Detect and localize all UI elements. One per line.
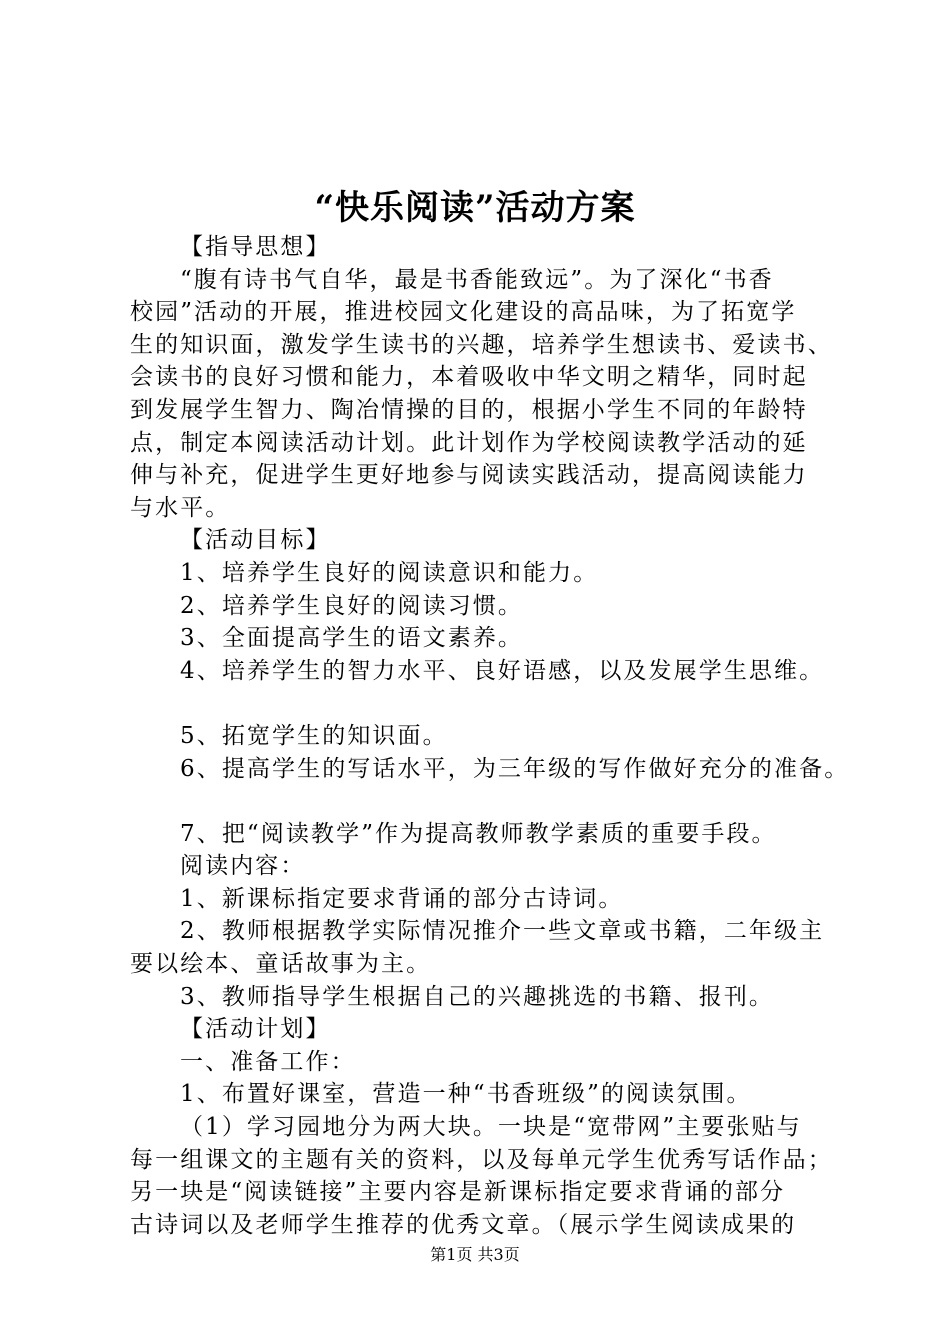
paragraph-line: 到发展学生智力、陶冶情操的目的，根据小学生不同的年龄特 bbox=[130, 396, 808, 423]
paragraph-line: 与水平。 bbox=[130, 494, 231, 521]
list-item: （1）学习园地分为两大块。一块是“宽带网”主要张贴与 bbox=[180, 1114, 802, 1141]
section-heading: 【活动目标】 bbox=[180, 527, 331, 554]
list-item: 5、拓宽学生的知识面。 bbox=[180, 722, 448, 749]
list-item: 4、培养学生的智力水平、良好语感，以及发展学生思维。 bbox=[180, 657, 825, 684]
list-item: 3、教师指导学生根据自己的兴趣挑选的书籍、报刊。 bbox=[180, 983, 775, 1010]
blank-line bbox=[130, 785, 840, 818]
list-item: 2、培养学生良好的阅读习惯。 bbox=[180, 592, 524, 619]
page-number-footer: 第1页 共3页 bbox=[430, 1245, 520, 1264]
section-heading: 【活动计划】 bbox=[180, 1016, 331, 1043]
paragraph-line: 要以绘本、童话故事为主。 bbox=[130, 951, 432, 978]
list-item: 6、提高学生的写话水平，为三年级的写作做好充分的准备。 bbox=[180, 755, 850, 782]
section-heading: 阅读内容： bbox=[180, 853, 306, 880]
list-item: 1、布置好课室，营造一种“书香班级”的阅读氛围。 bbox=[180, 1081, 752, 1108]
paragraph-line: 会读书的良好习惯和能力，本着吸收中华文明之精华，同时起 bbox=[130, 364, 808, 391]
list-item: 2、教师根据教学实际情况推介一些文章或书籍，二年级主 bbox=[180, 918, 825, 945]
paragraph-line: 生的知识面，激发学生读书的兴趣，培养学生想读书、爱读书、 bbox=[130, 331, 833, 358]
page-title: “快乐阅读”活动方案 bbox=[314, 188, 636, 228]
paragraph-line: 古诗词以及老师学生推荐的优秀文章。（展示学生阅读成果的 bbox=[130, 1211, 797, 1238]
list-item: 7、把“阅读教学”作为提高教师教学素质的重要手段。 bbox=[180, 820, 777, 847]
document-body bbox=[130, 231, 850, 1241]
list-item: 1、培养学生良好的阅读意识和能力。 bbox=[180, 559, 599, 586]
section-heading: 【指导思想】 bbox=[180, 234, 331, 260]
blank-line bbox=[130, 687, 840, 720]
paragraph-line: 校园”活动的开展，推进校园文化建设的高品味，为了拓宽学 bbox=[130, 299, 797, 326]
paragraph-line: 点，制定本阅读活动计划。此计划作为学校阅读教学活动的延 bbox=[130, 429, 808, 456]
subsection-heading: 一、准备工作： bbox=[180, 1048, 356, 1075]
paragraph-line: 另一块是“阅读链接”主要内容是新课标指定要求背诵的部分 bbox=[130, 1179, 786, 1206]
paragraph-line: “腹有诗书气自华，最是书香能致远”。为了深化“书香 bbox=[180, 266, 774, 293]
list-item: 3、全面提高学生的语文素养。 bbox=[180, 625, 524, 652]
paragraph-line: 伸与补充，促进学生更好地参与阅读实践活动，提高阅读能力 bbox=[130, 462, 808, 489]
paragraph-line: 每一组课文的主题有关的资料，以及每单元学生优秀写话作品； bbox=[130, 1146, 833, 1173]
list-item: 1、新课标指定要求背诵的部分古诗词。 bbox=[180, 885, 624, 912]
